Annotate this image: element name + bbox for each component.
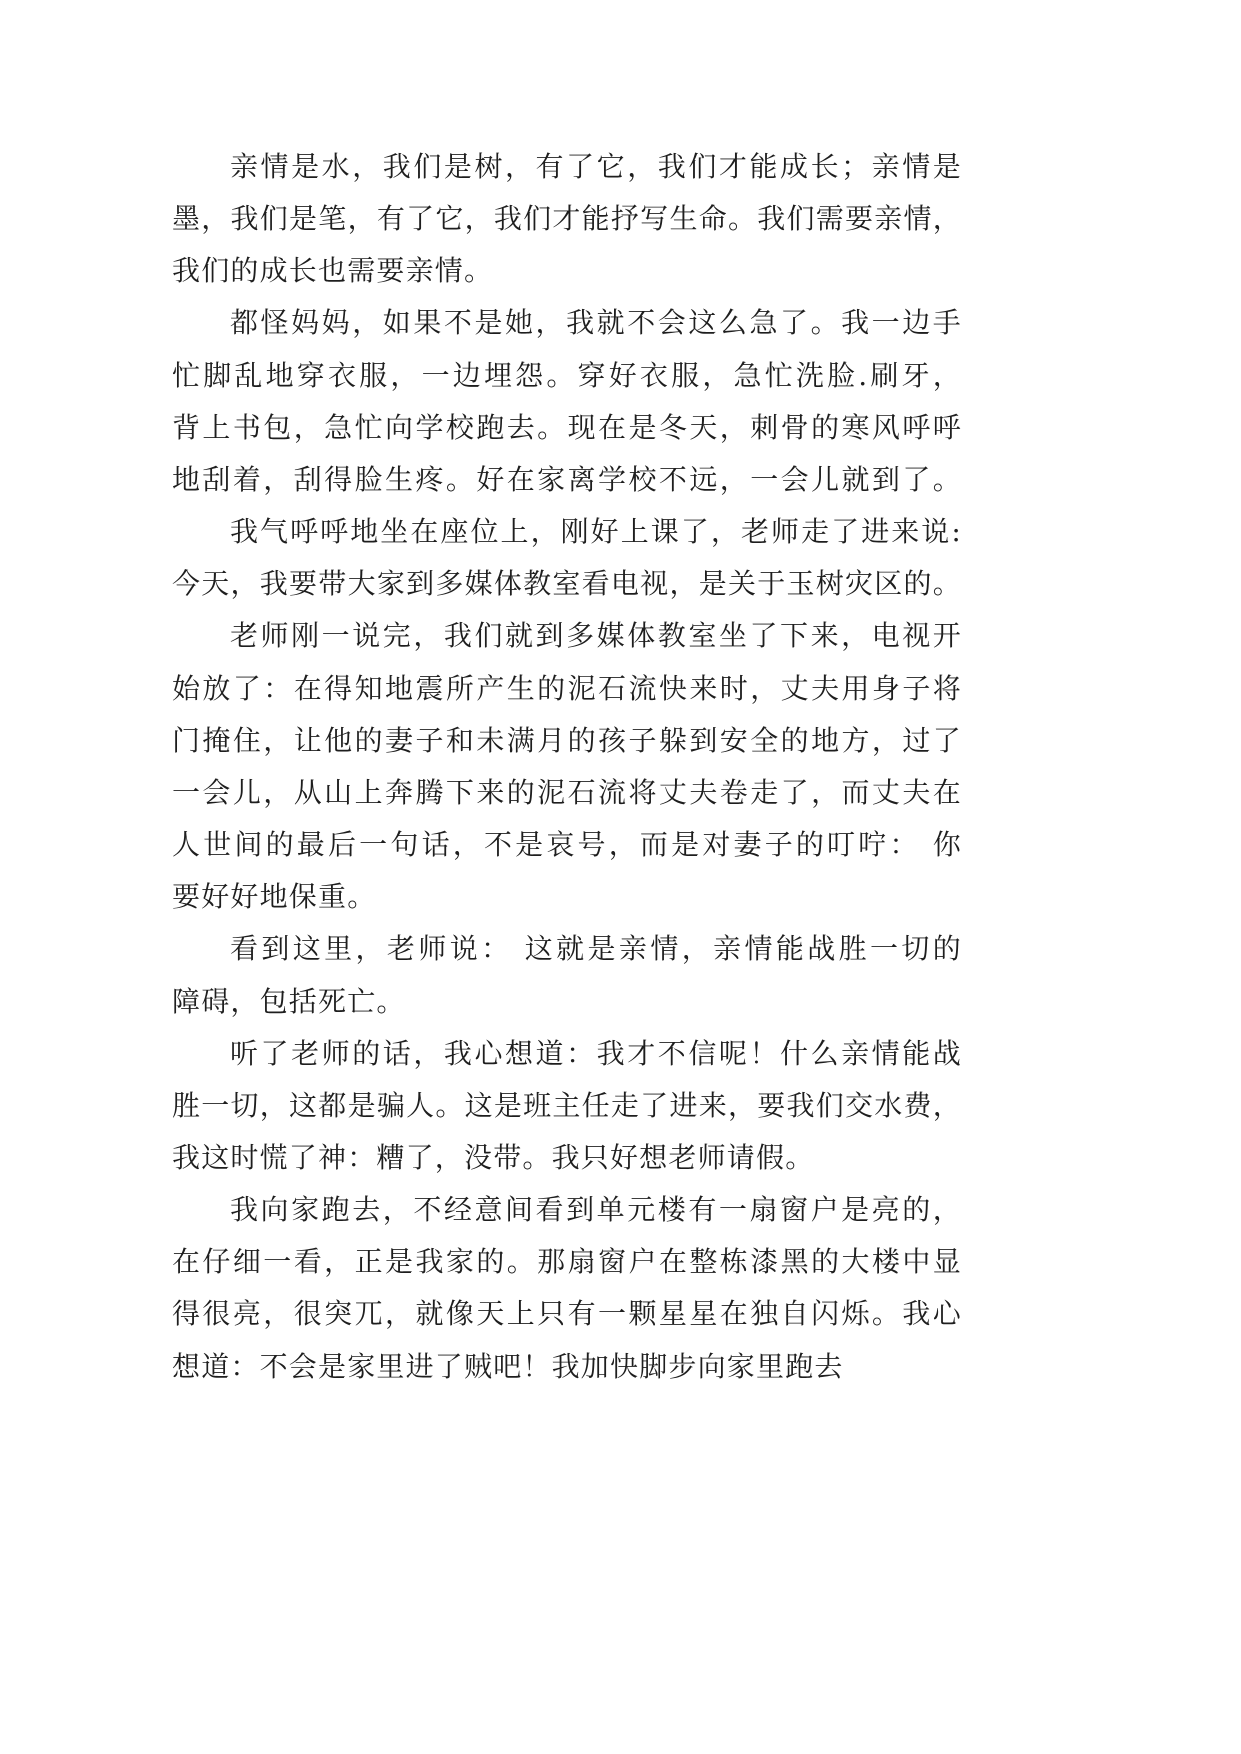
text-line: 听了老师的话，我心想道：我才不信呢！什么亲情能战 bbox=[230, 1036, 962, 1070]
text-line: 要好好地保重。 bbox=[172, 880, 377, 914]
text-line: 亲情是水，我们是树，有了它，我们才能成长；亲情是 bbox=[230, 150, 962, 183]
text-line: 老师刚一说完，我们就到多媒体教室坐了下来，电视开 bbox=[230, 619, 962, 653]
text-line: 我气呼呼地坐在座位上，刚好上课了，老师走了进来说: bbox=[230, 515, 962, 549]
text-line: 得很亮，很突兀，就像天上只有一颗星星在独自闪烁。我心 bbox=[172, 1297, 962, 1331]
paragraph bbox=[172, 1028, 962, 1184]
text-line: 看到这里，老师说： 这就是亲情，亲情能战胜一切的 bbox=[230, 932, 962, 966]
text-line: 地刮着，刮得脸生疼。好在家离学校不远，一会儿就到了。 bbox=[172, 462, 962, 496]
text-line: 门掩住，让他的妻子和未满月的孩子躲到安全的地方，过了 bbox=[172, 723, 962, 757]
text-line: 人世间的最后一句话，不是哀号，而是对妻子的叮咛： 你 bbox=[172, 828, 962, 862]
text-line: 背上书包，急忙向学校跑去。现在是冬天，刺骨的寒风呼呼 bbox=[172, 410, 962, 444]
text-line: 我向家跑去，不经意间看到单元楼有一扇窗户是亮的， bbox=[230, 1193, 962, 1227]
paragraph bbox=[172, 506, 962, 610]
text-line: 墨，我们是笔，有了它，我们才能抒写生命。我们需要亲情， bbox=[172, 202, 962, 236]
text-line: 我们的成长也需要亲情。 bbox=[172, 254, 494, 288]
paragraph bbox=[172, 610, 962, 923]
text-line: 忙脚乱地穿衣服，一边埋怨。穿好衣服，急忙洗脸.刷牙， bbox=[172, 358, 962, 392]
text-line: 我这时慌了神：糟了，没带。我只好想老师请假。 bbox=[172, 1140, 815, 1174]
text-line: 今天，我要带大家到多媒体教室看电视，是关于玉树灾区的。 bbox=[172, 567, 962, 601]
text-line: 都怪妈妈，如果不是她，我就不会这么急了。我一边手 bbox=[230, 306, 962, 340]
paragraph bbox=[172, 141, 962, 297]
document-body bbox=[172, 141, 962, 1393]
paragraph bbox=[172, 297, 962, 506]
paragraph bbox=[172, 1184, 962, 1393]
text-line: 在仔细一看，正是我家的。那扇窗户在整栋漆黑的大楼中显 bbox=[172, 1245, 962, 1279]
paragraph bbox=[172, 923, 962, 1027]
text-line: 始放了：在得知地震所产生的泥石流快来时，丈夫用身子将 bbox=[172, 671, 962, 705]
text-line: 一会儿，从山上奔腾下来的泥石流将丈夫卷走了，而丈夫在 bbox=[172, 775, 962, 809]
text-line: 想道：不会是家里进了贼吧！我加快脚步向家里跑去 bbox=[172, 1349, 844, 1383]
text-line: 障碍，包括死亡。 bbox=[172, 984, 406, 1018]
text-line: 胜一切，这都是骗人。这是班主任走了进来，要我们交水费， bbox=[172, 1088, 962, 1122]
